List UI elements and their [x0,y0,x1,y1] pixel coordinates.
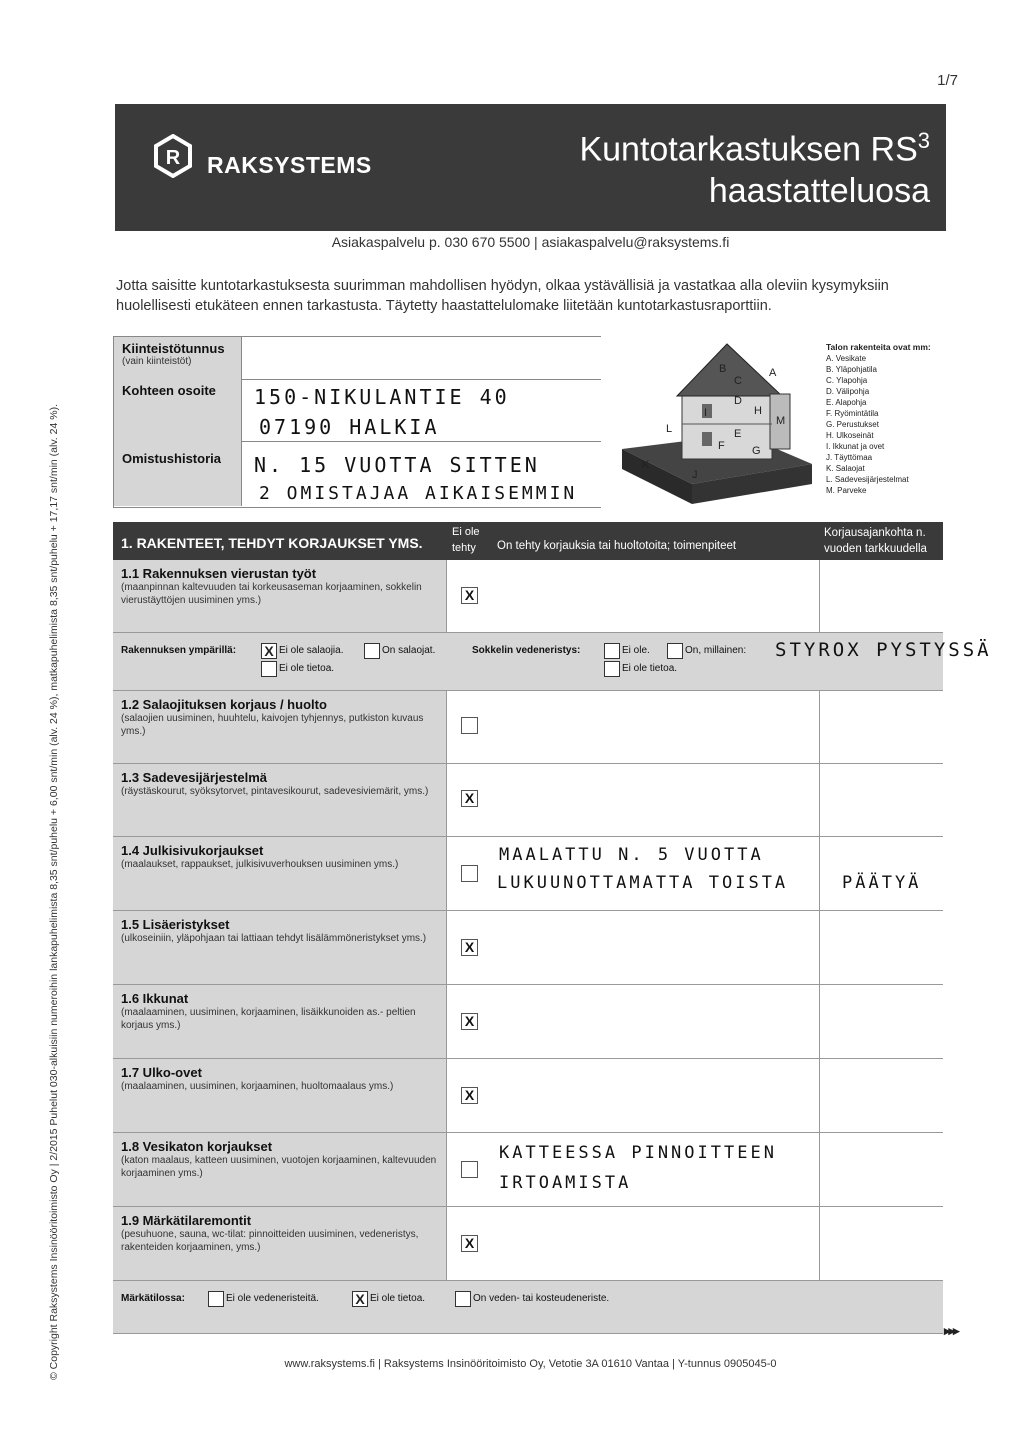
side-copyright-text: © Copyright Raksystems Insinööritoimisto Oy | 2/2015 Puhelut 030-alkuisiin numeroihin lankapuhelimista 8,35 snt/puhelu + 6,00 snt/min (alv. 24 %), matkapuhelimista 8,35 snt/puhelu + 17,17 snt/min (alv. 24 %). [48,404,60,1380]
legend-item: C. Ylapohja [826,376,868,385]
korjausajankohta-field[interactable] [819,1133,944,1206]
ymparilla-ei-tietoa-checkbox[interactable] [261,661,277,677]
table-row [113,1207,943,1281]
legend-item: F. Ryömintätila [826,409,879,418]
table-row [113,691,943,764]
on-salaojat-label: On salaojat. [382,645,436,656]
diagram-letter-d: D [734,395,742,407]
row-description: (maanpinnan kaltevuuden tai korkeusaseman korjaaminen, sokkelin vierustäyttöjen uusiminen yms.) [121,582,422,606]
legend-item: B. Yläpohjatila [826,365,877,374]
toimenpiteet-field[interactable] [493,764,819,836]
table-row [113,1059,943,1133]
toimenpiteet-field[interactable] [493,985,819,1058]
markatilossa-band [113,1281,943,1334]
legend-title: Talon rakenteita ovat mm: [826,342,931,352]
diagram-letter-k: K [642,459,650,471]
col-on-tehty: On tehty korjauksia tai huoltotoita; toimenpiteet [493,522,819,560]
legend-item: L. Sadevesijärjestelmat [826,475,909,484]
row-description: (maalaaminen, uusiminen, korjaaminen, lisäikkunoiden as.- peltien korjaus yms.) [121,1007,416,1031]
toimenpiteet-field[interactable] [493,1133,819,1206]
toimenpiteet-field[interactable] [493,1059,819,1132]
row-description: (salaojien uusiminen, huuhtelu, kaivojen tyhjennys, putkiston kuvaus yms.) [121,713,424,737]
sokkeli-answer[interactable]: STYROX PYSTYSSÄ [775,639,992,661]
table-row [113,1133,943,1207]
logo-letter: R [165,147,181,169]
kiinteistotunnus-label: Kiinteistötunnus [122,341,225,356]
legend-item: D. Välipohja [826,387,870,396]
toimenpiteet-field[interactable] [493,1207,819,1280]
diagram-letter-e: E [734,428,742,440]
logo-text: RAKSYSTEMS [207,152,372,178]
sokkeli-ei-ole-label: Ei ole. [622,645,650,656]
toimenpiteet-field[interactable] [493,691,819,763]
korjausajankohta-field[interactable] [819,985,944,1058]
col-korjausajankohta: Korjausajankohta n. vuoden tarkkuudella [819,522,943,560]
osoite-label: Kohteen osoite [122,383,216,398]
row-title: 1.9 Märkätilaremontit [121,1213,252,1228]
toimenpiteet-field[interactable] [493,911,819,984]
diagram-letter-i: I [704,407,708,419]
form-title-line1: Kuntotarkastuksen $RS^3$ [579,128,930,169]
ymparilla-band [113,633,992,691]
omistushistoria-line2[interactable]: 2 OMISTAJAA AIKAISEMMIN [259,483,578,504]
row-note-line1: MAALATTU N. 5 VUOTTA [499,845,764,865]
omistushistoria-line1[interactable]: N. 15 VUOTTA SITTEN [254,453,540,477]
table-row [113,560,943,633]
ei-ole-tehty-checkbox[interactable]: X [461,587,478,604]
table-row [113,985,943,1059]
ei-ole-tehty-checkbox[interactable]: X [461,1087,478,1104]
legend-item: J. Täyttömaa [826,453,873,462]
ei-vedeneristeita-label: Ei ole vedeneristeitä. [226,1293,319,1304]
row-title: 1.7 Ulko-ovet [121,1065,202,1080]
property-info-table [113,336,601,508]
row-description: (maalaukset, rappaukset, julkisivuverhouksen uusiminen yms.) [121,859,399,870]
page-number: 1/7 [937,72,958,89]
sokkeli-ei-tietoa-checkbox[interactable] [604,661,620,677]
toimenpiteet-field[interactable] [493,837,819,910]
page-footer: www.raksystems.fi | Raksystems Insinööritoimisto Oy, Vetotie 3A 01610 Vantaa | Y-tunnus 0905045-0 [284,1358,777,1370]
col-ei-ole-tehty: Ei ole tehty [446,522,493,560]
legend-item: G. Perustukset [826,420,879,429]
row-title: 1.6 Ikkunat [121,991,189,1006]
markatilossa-label: Märkätilossa: [121,1293,185,1304]
diagram-letter-h: H [754,405,762,417]
diagram-letter-c: C [734,375,742,387]
korjausajankohta-field[interactable] [819,691,944,763]
ei-salaojia-checkbox[interactable]: X [261,643,277,659]
osoite-row [114,379,601,442]
row-title: 1.5 Lisäeristykset [121,917,230,932]
sokkeli-label: Sokkelin vedeneristys: [472,645,581,656]
row-title: 1.2 Salaojituksen korjaus / huolto [121,697,327,712]
ei-salaojia-label: Ei ole salaojia. [279,645,344,656]
row-description: (pesuhuone, sauna, wc-tilat: pinnoitteiden uusiminen, vedeneristys, rakenteiden korjaaminen, yms.) [121,1229,419,1253]
section-header [113,522,943,560]
ei-ole-tehty-checkbox[interactable] [461,865,478,882]
ei-ole-tehty-checkbox[interactable]: X [461,1013,478,1030]
diagram-letter-m: M [776,415,786,427]
ei-vedeneristeita-checkbox[interactable] [208,1291,224,1307]
markatilossa-ei-tietoa-checkbox[interactable]: X [352,1291,368,1307]
ei-ole-tehty-checkbox[interactable]: X [461,790,478,807]
row-title: 1.1 Rakennuksen vierustan työt [121,566,317,581]
ei-ole-tehty-checkbox[interactable] [461,1161,478,1178]
row-description: (ulkoseiniin, yläpohjaan tai lattiaan tehdyt lisälämmöneristykset yms.) [121,933,427,944]
osoite-line1[interactable]: 150-NIKULANTIE 40 [254,385,510,409]
row-year-note: PÄÄTYÄ [842,873,922,893]
ymparilla-ei-tietoa-label: Ei ole tietoa. [279,663,335,674]
korjausajankohta-field[interactable] [819,911,944,984]
row-note-line2: IRTOAMISTA [499,1173,632,1193]
diagram-letter-j: J [692,469,698,481]
row-description: (katon maalaus, katteen uusiminen, vuotojen korjaaminen, kaltevuuden korjaaminen yms.) [121,1155,437,1179]
sokkeli-ei-tietoa-label: Ei ole tietoa. [622,663,678,674]
form-title-line2: haastatteluosa [708,172,930,210]
table-row [113,837,943,911]
row-title: 1.8 Vesikaton korjaukset [121,1139,273,1154]
row-note-line2: LUKUUNOTTAMATTA TOISTA [497,873,789,893]
ei-ole-tehty-checkbox[interactable]: X [461,939,478,956]
korjausajankohta-field[interactable] [819,764,944,836]
korjausajankohta-field[interactable] [819,560,944,632]
ymparilla-label: Rakennuksen ympärillä: [121,645,237,656]
korjausajankohta-field[interactable] [819,1059,944,1132]
legend-item: I. Ikkunat ja ovet [826,442,885,451]
contact-info: Asiakaspalvelu p. 030 670 5500 | asiakaspalvelu@raksystems.fi [331,234,730,250]
sokkeli-on-checkbox[interactable] [667,643,683,659]
omistushistoria-label: Omistushistoria [122,451,221,466]
korjausajankohta-field[interactable] [819,837,944,910]
toimenpiteet-field[interactable] [493,560,819,632]
legend-item: K. Salaojat [826,464,865,473]
markatilossa-ei-tietoa-label: Ei ole tietoa. [370,1293,426,1304]
legend-item: A. Vesikate [826,354,867,363]
kiinteistotunnus-sub: (vain kiinteistöt) [122,356,192,367]
table-row [113,911,943,985]
header-banner [115,104,946,231]
ei-ole-tehty-checkbox[interactable]: X [461,1235,478,1252]
table-row [113,764,943,837]
raksystems-logo-icon [153,134,193,178]
korjausajankohta-field[interactable] [819,1207,944,1280]
diagram-letter-g: G [752,445,761,457]
osoite-line2[interactable]: 07190 HALKIA [259,415,440,439]
structure-legend [826,342,951,496]
on-kosteudeneriste-checkbox[interactable] [455,1291,471,1307]
house-structure-diagram [622,334,822,510]
row-description: (maalaaminen, uusiminen, korjaaminen, huoltomaalaus yms.) [121,1081,394,1092]
row-note-line1: KATTEESSA PINNOITTEEN [499,1143,777,1163]
kiinteistotunnus-row [114,337,601,380]
legend-item: M. Parveke [826,486,867,495]
legend-item: E. Alapohja [826,398,867,407]
on-kosteudeneriste-label: On veden- tai kosteudeneriste. [473,1293,610,1304]
ei-ole-tehty-checkbox[interactable] [461,717,478,734]
sokkeli-ei-ole-checkbox[interactable] [604,643,620,659]
omistushistoria-row [114,441,601,506]
row-title: 1.4 Julkisivukorjaukset [121,843,264,858]
section-title: 1. RAKENTEET, TEHDYT KORJAUKSET YMS. [113,522,446,560]
on-salaojat-checkbox[interactable] [364,643,380,659]
next-page-arrows-icon: ▸▸▸ [944,1323,958,1338]
intro-text: Jotta saisitte kuntotarkastuksesta suurimman mahdollisen hyödyn, olkaa ystävällisiä ja vastatkaa alla oleviin kysymyksiin huolellisesti etukäteen ennen tarkastusta. Täytetty haastattelulomake liitetään kuntotarkastusraporttiin. [116,278,889,314]
diagram-letter-f: F [718,440,725,452]
row-title: 1.3 Sadevesijärjestelmä [121,770,267,785]
row-description: (räystäskourut, syöksytorvet, pintavesikourut, sadevesiviemärit, yms.) [121,786,429,797]
legend-item: H. Ulkoseinät [826,431,874,440]
diagram-letter-a: A [769,367,777,379]
diagram-letter-l: L [666,423,673,435]
diagram-letter-b: B [719,363,727,375]
sokkeli-on-label: On, millainen: [685,645,747,656]
